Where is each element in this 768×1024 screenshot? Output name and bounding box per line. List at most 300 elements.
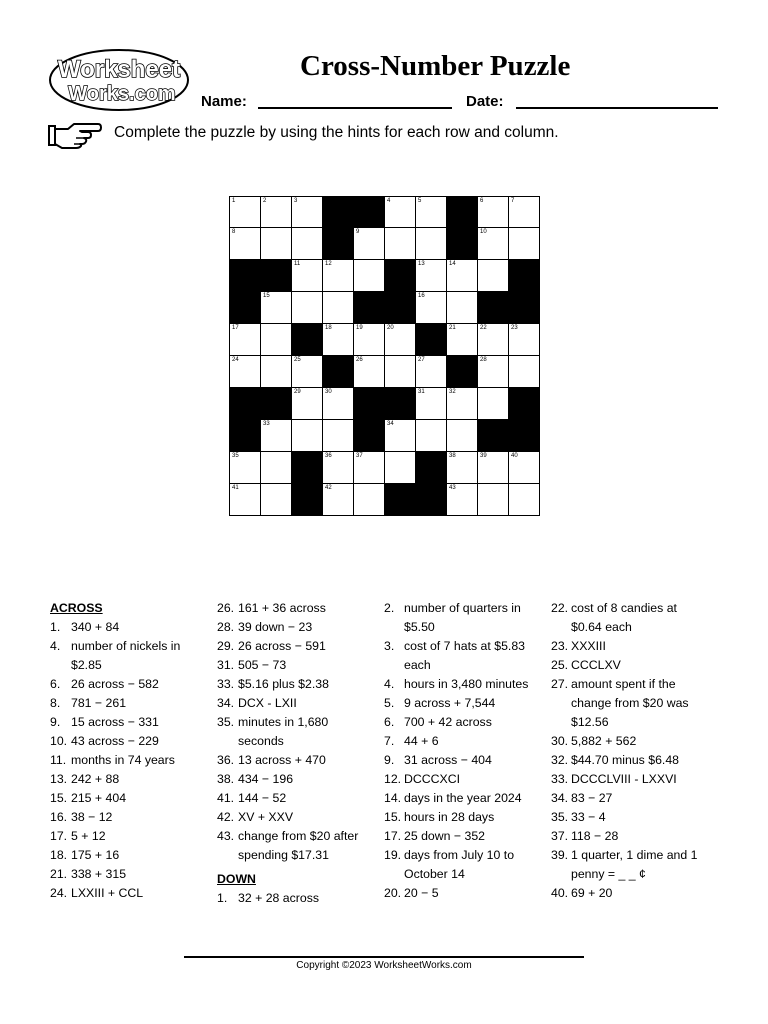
grid-cell[interactable] [229, 483, 261, 516]
clue-text: 39 down − 23 [238, 620, 313, 634]
cell-number: 15 [263, 293, 270, 299]
clue-item [50, 865, 210, 884]
grid-cell[interactable] [446, 451, 478, 484]
clue-number: 15. [384, 810, 402, 824]
clue-item [551, 675, 703, 732]
grid-cell[interactable] [322, 291, 354, 324]
clue-text: 33 − 4 [571, 810, 606, 824]
grid-cell[interactable] [260, 451, 292, 484]
across-clues-column-1 [50, 599, 210, 903]
cell-number: 13 [418, 261, 425, 267]
grid-cell[interactable] [415, 419, 447, 452]
cell-number: 30 [325, 389, 332, 395]
cell-number: 22 [480, 325, 487, 331]
clue-number: 26. [217, 601, 235, 615]
clue-number: 23. [551, 639, 569, 653]
grid-cell-blocked [384, 291, 416, 324]
clue-list [50, 618, 210, 903]
clue-item [551, 751, 703, 770]
clue-text: 25 down − 352 [404, 829, 486, 843]
grid-cell[interactable] [291, 387, 323, 420]
cell-number: 24 [232, 357, 239, 363]
clue-text: 32 + 28 across [238, 891, 320, 905]
clue-text: 43 across − 229 [71, 734, 159, 748]
clue-item [50, 637, 210, 675]
grid-cell-blocked [322, 355, 354, 388]
clue-text: 175 + 16 [71, 848, 120, 862]
cell-number: 12 [325, 261, 332, 267]
grid-cell[interactable] [291, 419, 323, 452]
name-label: Name: [201, 93, 247, 110]
grid-cell[interactable] [446, 483, 478, 516]
grid-cell[interactable] [477, 355, 509, 388]
clue-number: 36. [217, 753, 235, 767]
cell-number: 19 [356, 325, 363, 331]
down-clues-column-3 [384, 599, 536, 903]
clue-text: 26 across − 582 [71, 677, 159, 691]
clue-item [50, 846, 210, 865]
grid-cell[interactable] [446, 259, 478, 292]
grid-cell[interactable] [260, 323, 292, 356]
cell-number: 35 [232, 453, 239, 459]
grid-cell-blocked [415, 483, 447, 516]
grid-cell-blocked [508, 291, 540, 324]
grid-cell[interactable] [291, 259, 323, 292]
grid-cell[interactable] [322, 259, 354, 292]
clue-number: 17. [50, 829, 68, 843]
cell-number: 8 [232, 229, 236, 235]
grid-cell[interactable] [322, 451, 354, 484]
clue-number: 25. [551, 658, 569, 672]
grid-cell[interactable] [384, 451, 416, 484]
grid-cell[interactable] [353, 259, 385, 292]
cell-number: 10 [480, 229, 487, 235]
clue-number: 13. [50, 772, 68, 786]
grid-cell[interactable] [260, 196, 292, 229]
clue-text: 242 + 88 [71, 772, 120, 786]
clue-number: 18. [50, 848, 68, 862]
clue-item [217, 637, 367, 656]
clue-text: 700 + 42 across [404, 715, 492, 729]
clue-item [384, 751, 536, 770]
clue-item [551, 789, 703, 808]
grid-cell-blocked [415, 451, 447, 484]
grid-cell-blocked [508, 259, 540, 292]
cell-number: 5 [418, 198, 422, 204]
grid-cell[interactable] [446, 419, 478, 452]
date-label: Date: [466, 93, 504, 110]
clue-text: $44.70 minus $6.48 [571, 753, 680, 767]
grid-cell[interactable] [446, 323, 478, 356]
clue-item [50, 770, 210, 789]
grid-cell[interactable] [415, 291, 447, 324]
cell-number: 28 [480, 357, 487, 363]
clue-text: months in 74 years [71, 753, 175, 767]
grid-cell[interactable] [229, 227, 261, 260]
clue-item [551, 827, 703, 846]
cell-number: 42 [325, 485, 332, 491]
clue-item [217, 889, 367, 908]
clue-item [50, 808, 210, 827]
cell-number: 25 [294, 357, 301, 363]
grid-cell[interactable] [508, 483, 540, 516]
clue-list [384, 599, 536, 903]
clue-item [384, 694, 536, 713]
cell-number: 38 [449, 453, 456, 459]
clue-item [217, 827, 367, 865]
clue-text: change from $20 after spending $17.31 [238, 829, 359, 862]
clue-number: 9. [384, 753, 395, 767]
cell-number: 31 [418, 389, 425, 395]
grid-cell-blocked [291, 323, 323, 356]
clue-number: 19. [384, 848, 402, 862]
clue-number: 5. [384, 696, 395, 710]
clue-number: 35. [551, 810, 569, 824]
clue-number: 6. [50, 677, 61, 691]
grid-cell-blocked [508, 387, 540, 420]
grid-cell[interactable] [477, 387, 509, 420]
cell-number: 7 [511, 198, 515, 204]
clue-number: 30. [551, 734, 569, 748]
across-heading: ACROSS [50, 601, 103, 615]
clue-item [50, 827, 210, 846]
grid-cell[interactable] [415, 259, 447, 292]
clue-item [217, 694, 367, 713]
grid-cell[interactable] [477, 196, 509, 229]
cell-number: 3 [294, 198, 298, 204]
clue-number: 4. [384, 677, 395, 691]
clue-text: 505 − 73 [238, 658, 287, 672]
clue-text: 781 − 261 [71, 696, 127, 710]
grid-cell[interactable] [384, 227, 416, 260]
logo-line2: Works.com [68, 83, 176, 105]
clue-number: 2. [384, 601, 395, 615]
clue-item [50, 694, 210, 713]
clue-text: LXXIII + CCL [71, 886, 144, 900]
cell-number: 27 [418, 357, 425, 363]
cell-number: 36 [325, 453, 332, 459]
grid-cell-blocked [384, 387, 416, 420]
clue-item [50, 884, 210, 903]
grid-cell[interactable] [508, 451, 540, 484]
page-title: Cross-Number Puzzle [300, 50, 571, 82]
cell-number: 41 [232, 485, 239, 491]
clue-number: 10. [50, 734, 68, 748]
clue-text: 5,882 + 562 [571, 734, 637, 748]
clue-number: 34. [551, 791, 569, 805]
clue-number: 16. [50, 810, 68, 824]
grid-cell[interactable] [260, 291, 292, 324]
instruction-text: Complete the puzzle by using the hints for each row and column. [114, 124, 559, 141]
grid-cell-blocked [353, 291, 385, 324]
clue-item [384, 808, 536, 827]
clue-item [384, 884, 536, 903]
clue-number: 7. [384, 734, 395, 748]
grid-cell[interactable] [353, 355, 385, 388]
grid-cell-blocked [260, 259, 292, 292]
clue-item [217, 713, 367, 751]
cell-number: 9 [356, 229, 360, 235]
grid-cell[interactable] [477, 227, 509, 260]
clue-item [50, 713, 210, 732]
clue-number: 6. [384, 715, 395, 729]
clue-text: cost of 8 candies at $0.64 each [571, 601, 677, 634]
clue-item [384, 789, 536, 808]
clue-text: DCCCLVIII - LXXVI [571, 772, 677, 786]
pointing-hand-icon [48, 121, 102, 149]
grid-cell[interactable] [384, 419, 416, 452]
clue-item [551, 846, 703, 884]
clue-text: minutes in 1,680 seconds [238, 715, 329, 748]
clue-item [384, 713, 536, 732]
grid-cell[interactable] [291, 196, 323, 229]
clue-number: 3. [384, 639, 395, 653]
clue-item [217, 656, 367, 675]
clue-number: 32. [551, 753, 569, 767]
grid-cell[interactable] [477, 451, 509, 484]
clue-item [551, 656, 703, 675]
clue-item [50, 751, 210, 770]
clue-number: 41. [217, 791, 235, 805]
clue-number: 12. [384, 772, 402, 786]
clue-number: 37. [551, 829, 569, 843]
clue-number: 38. [217, 772, 235, 786]
grid-cell-blocked [415, 323, 447, 356]
clue-text: CCCLXV [571, 658, 621, 672]
grid-cell-blocked [353, 196, 385, 229]
clue-number: 39. [551, 848, 569, 862]
grid-cell-blocked [446, 355, 478, 388]
grid-cell[interactable] [291, 355, 323, 388]
grid-cell[interactable] [353, 483, 385, 516]
clue-item [384, 599, 536, 637]
grid-cell[interactable] [322, 419, 354, 452]
grid-cell[interactable] [508, 355, 540, 388]
grid-cell[interactable] [477, 259, 509, 292]
grid-cell[interactable] [260, 227, 292, 260]
down-clues-column-4 [551, 599, 703, 903]
grid-cell[interactable] [508, 323, 540, 356]
grid-cell-blocked [477, 419, 509, 452]
cell-number: 11 [294, 261, 301, 267]
clue-text: 161 + 36 across [238, 601, 326, 615]
name-field[interactable] [258, 107, 452, 109]
date-field[interactable] [516, 107, 718, 109]
clue-number: 22. [551, 601, 569, 615]
clue-number: 8. [50, 696, 61, 710]
grid-cell[interactable] [322, 483, 354, 516]
clue-text: number of nickels in $2.85 [71, 639, 181, 672]
clue-text: 5 + 12 [71, 829, 106, 843]
clue-number: 21. [50, 867, 68, 881]
grid-cell[interactable] [291, 227, 323, 260]
cell-number: 17 [232, 325, 239, 331]
cell-number: 16 [418, 293, 425, 299]
clue-text: 44 + 6 [404, 734, 439, 748]
grid-cell[interactable] [291, 291, 323, 324]
clue-number: 11. [50, 753, 67, 767]
cell-number: 29 [294, 389, 301, 395]
grid-cell[interactable] [229, 451, 261, 484]
grid-cell[interactable] [415, 387, 447, 420]
clue-text: 26 across − 591 [238, 639, 326, 653]
clue-item [384, 675, 536, 694]
cell-number: 39 [480, 453, 487, 459]
down-heading: DOWN [217, 872, 256, 886]
cell-number: 43 [449, 485, 456, 491]
grid-cell[interactable] [260, 419, 292, 452]
grid-cell[interactable] [353, 227, 385, 260]
clue-number: 17. [384, 829, 402, 843]
grid-cell-blocked [322, 227, 354, 260]
clue-number: 33. [217, 677, 235, 691]
cell-number: 23 [511, 325, 518, 331]
clue-number: 43. [217, 829, 235, 843]
cell-number: 14 [449, 261, 456, 267]
grid-cell[interactable] [446, 387, 478, 420]
clue-text: 13 across + 470 [238, 753, 326, 767]
clue-number: 14. [384, 791, 402, 805]
clue-number: 40. [551, 886, 569, 900]
clue-item [551, 884, 703, 903]
clue-text: 15 across − 331 [71, 715, 159, 729]
clue-number: 9. [50, 715, 61, 729]
clue-number: 28. [217, 620, 235, 634]
clue-text: 215 + 404 [71, 791, 127, 805]
clue-number: 42. [217, 810, 235, 824]
grid-cell[interactable] [477, 483, 509, 516]
clue-text: 38 − 12 [71, 810, 113, 824]
clue-number: 1. [50, 620, 61, 634]
grid-cell-blocked [260, 387, 292, 420]
clue-number: 4. [50, 639, 61, 653]
worksheetworks-logo [48, 48, 190, 112]
grid-cell-blocked [477, 291, 509, 324]
cell-number: 4 [387, 198, 391, 204]
grid-cell-blocked [229, 291, 261, 324]
clue-text: cost of 7 hats at $5.83 each [404, 639, 525, 672]
clue-number: 35. [217, 715, 235, 729]
clue-text: number of quarters in $5.50 [404, 601, 521, 634]
cell-number: 18 [325, 325, 332, 331]
clue-number: 1. [217, 891, 228, 905]
clue-item [551, 637, 703, 656]
grid-cell[interactable] [415, 196, 447, 229]
grid-cell[interactable] [384, 196, 416, 229]
clue-item [50, 675, 210, 694]
clue-item [217, 770, 367, 789]
clue-item [384, 732, 536, 751]
cell-number: 2 [263, 198, 267, 204]
clue-item [217, 675, 367, 694]
clue-item [50, 732, 210, 751]
clue-text: DCCCXCI [404, 772, 461, 786]
clue-item [551, 808, 703, 827]
grid-cell[interactable] [384, 355, 416, 388]
clue-number: 15. [50, 791, 68, 805]
grid-cell[interactable] [322, 387, 354, 420]
cell-number: 32 [449, 389, 456, 395]
clue-text: days from July 10 to October 14 [404, 848, 515, 881]
logo-line1: Worksheet [57, 56, 181, 83]
grid-cell[interactable] [384, 323, 416, 356]
clue-number: 29. [217, 639, 235, 653]
clue-text: 20 − 5 [404, 886, 439, 900]
clue-item [384, 827, 536, 846]
grid-cell-blocked [322, 196, 354, 229]
cell-number: 34 [387, 421, 394, 427]
clue-item [551, 599, 703, 637]
clue-item [50, 618, 210, 637]
clue-text: 83 − 27 [571, 791, 613, 805]
grid-cell[interactable] [260, 483, 292, 516]
cell-number: 20 [387, 325, 394, 331]
clue-text: 338 + 315 [71, 867, 127, 881]
clue-list [551, 599, 703, 903]
grid-cell-blocked [446, 196, 478, 229]
grid-cell-blocked [353, 387, 385, 420]
clue-text: 434 − 196 [238, 772, 294, 786]
grid-cell[interactable] [446, 291, 478, 324]
clue-item [384, 637, 536, 675]
clue-number: 31. [217, 658, 235, 672]
clue-text: 118 − 28 [571, 829, 619, 843]
clue-item [384, 846, 536, 884]
grid-cell[interactable] [508, 227, 540, 260]
grid-cell[interactable] [260, 355, 292, 388]
clue-number: 34. [217, 696, 235, 710]
clue-item [217, 599, 367, 618]
grid-cell-blocked [384, 483, 416, 516]
grid-cell[interactable] [353, 451, 385, 484]
grid-cell[interactable] [415, 227, 447, 260]
cell-number: 40 [511, 453, 518, 459]
grid-cell[interactable] [229, 355, 261, 388]
grid-cell-blocked [229, 419, 261, 452]
cell-number: 21 [449, 325, 456, 331]
grid-cell[interactable] [477, 323, 509, 356]
clue-text: XV + XXV [238, 810, 294, 824]
grid-cell[interactable] [229, 196, 261, 229]
grid-cell-blocked [291, 451, 323, 484]
clue-item [217, 808, 367, 827]
clue-text: hours in 3,480 minutes [404, 677, 529, 691]
grid-cell-blocked [229, 387, 261, 420]
grid-cell-blocked [446, 227, 478, 260]
clue-item [217, 789, 367, 808]
grid-cell[interactable] [353, 323, 385, 356]
clue-item [551, 770, 703, 789]
clue-list [217, 599, 367, 865]
clue-text: 340 + 84 [71, 620, 120, 634]
grid-cell[interactable] [229, 323, 261, 356]
clue-text: 1 quarter, 1 dime and 1 penny = _ _ ¢ [571, 848, 698, 881]
clue-item [551, 732, 703, 751]
clue-text: amount spent if the change from $20 was $12.56 [571, 677, 689, 729]
cell-number: 33 [263, 421, 270, 427]
clue-list [217, 889, 367, 908]
cell-number: 26 [356, 357, 363, 363]
grid-cell[interactable] [508, 196, 540, 229]
clue-text: 9 across + 7,544 [404, 696, 496, 710]
grid-cell[interactable] [415, 355, 447, 388]
grid-cell-blocked [291, 483, 323, 516]
clue-number: 33. [551, 772, 569, 786]
clue-number: 20. [384, 886, 402, 900]
clue-item [217, 618, 367, 637]
grid-cell[interactable] [322, 323, 354, 356]
clue-item [217, 751, 367, 770]
